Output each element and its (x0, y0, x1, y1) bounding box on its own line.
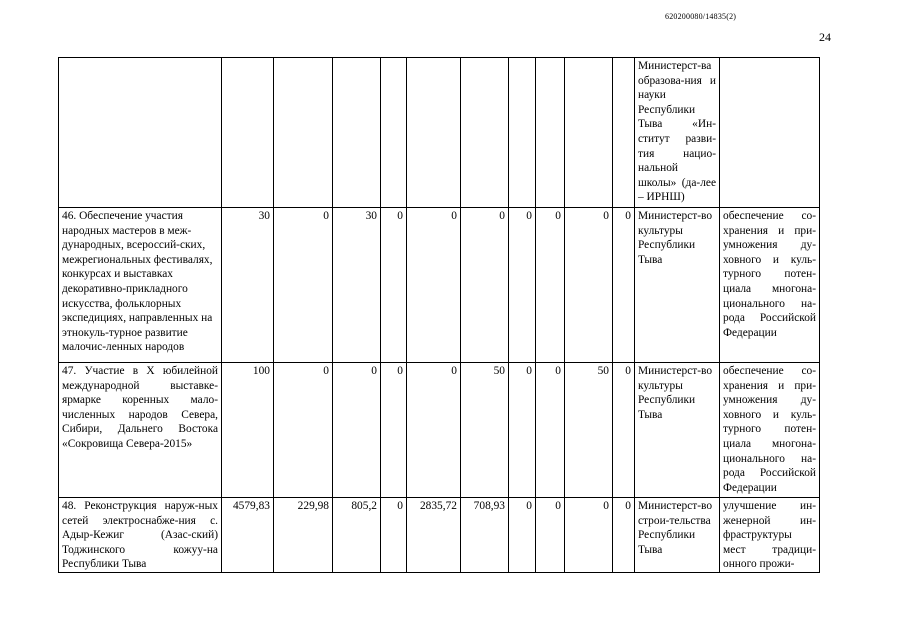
funding-value-cell (536, 58, 565, 208)
funding-value-cell: 0 (381, 363, 407, 498)
funding-value-cell: 805,2 (333, 498, 381, 573)
funding-value-cell (222, 58, 274, 208)
funding-value-cell (407, 58, 461, 208)
funding-value-cell: 30 (222, 208, 274, 363)
funding-value-cell: 0 (509, 208, 536, 363)
table-row (59, 498, 820, 573)
document-code: 620200080/14835(2) (665, 12, 737, 21)
funding-value-cell: 2835,72 (407, 498, 461, 573)
funding-value-cell: 0 (509, 363, 536, 498)
funding-value-cell: 0 (333, 363, 381, 498)
table-row (59, 58, 820, 208)
funding-value-cell: 0 (536, 498, 565, 573)
funding-value-cell: 30 (333, 208, 381, 363)
funding-value-cell: 4579,83 (222, 498, 274, 573)
funding-value-cell: 0 (274, 208, 333, 363)
funding-value-cell: 50 (461, 363, 509, 498)
funding-value-cell: 0 (613, 498, 635, 573)
funding-value-cell: 229,98 (274, 498, 333, 573)
funding-value-cell: 0 (565, 498, 613, 573)
funding-value-cell: 0 (461, 208, 509, 363)
page-number: 24 (819, 30, 831, 44)
expected-result-cell (720, 58, 820, 208)
funding-value-cell: 0 (565, 208, 613, 363)
funding-value-cell (274, 58, 333, 208)
funding-value-cell (333, 58, 381, 208)
funding-value-cell: 50 (565, 363, 613, 498)
funding-value-cell (381, 58, 407, 208)
expected-result-cell: улучшение ин-женерной ин-фраструктуры мест традици-онного прожи- (720, 498, 820, 573)
funding-value-cell (565, 58, 613, 208)
funding-value-cell: 0 (274, 363, 333, 498)
executor-cell: Министерст-во строи-тельства Республики Тыва (635, 498, 720, 573)
table-row (59, 208, 820, 363)
funding-value-cell: 0 (407, 363, 461, 498)
funding-value-cell: 100 (222, 363, 274, 498)
executor-cell: Министерст-ва образова-ния и науки Республики Тыва «Ин-ститут разви-тия нацио-нальной школы» (да-лее – ИРНШ) (635, 58, 720, 208)
executor-cell: Министерст-во культуры Республики Тыва (635, 208, 720, 363)
table-row (59, 363, 820, 498)
funding-value-cell (461, 58, 509, 208)
activity-title-cell: 47. Участие в X юбилейной международной выставке-ярмарке коренных мало-численных народов Севера, Сибири, Дальнего Востока «Сокровища Севера-2015» (59, 363, 222, 498)
expected-result-cell: обеспечение со-хранения и при-умножения ду-ховного и куль-турного потен-циала многона-ционального на-рода Российской Федерации (720, 363, 820, 498)
funding-value-cell: 0 (407, 208, 461, 363)
activity-title-cell (59, 58, 222, 208)
funding-value-cell: 0 (381, 498, 407, 573)
table-body (59, 58, 820, 573)
activity-title-cell: 46. Обеспечение участия народных мастеров в меж-дународных, всероссий-ских, межрегиональных фестивалях, конкурсах и выставках декоративно-прикладного искусства, фольклорных экспедициях, направленных на этнокуль-турное развитие малочис-ленных народов (59, 208, 222, 363)
funding-value-cell: 708,93 (461, 498, 509, 573)
program-activities-table (58, 57, 820, 573)
funding-value-cell: 0 (381, 208, 407, 363)
executor-cell: Министерст-во культуры Республики Тыва (635, 363, 720, 498)
funding-value-cell: 0 (536, 363, 565, 498)
funding-value-cell (613, 58, 635, 208)
funding-value-cell: 0 (613, 363, 635, 498)
funding-value-cell: 0 (536, 208, 565, 363)
funding-value-cell: 0 (509, 498, 536, 573)
funding-value-cell: 0 (613, 208, 635, 363)
activity-title-cell: 48. Реконструкция наруж-ных сетей электроснабже-ния с. Адыр-Кежиг (Азас-ский) Тоджинского кожуу-на Республики Тыва (59, 498, 222, 573)
funding-value-cell (509, 58, 536, 208)
expected-result-cell: обеспечение со-хранения и при-умножения ду-ховного и куль-турного потен-циала многона-ционального на-рода Российской Федерации (720, 208, 820, 363)
